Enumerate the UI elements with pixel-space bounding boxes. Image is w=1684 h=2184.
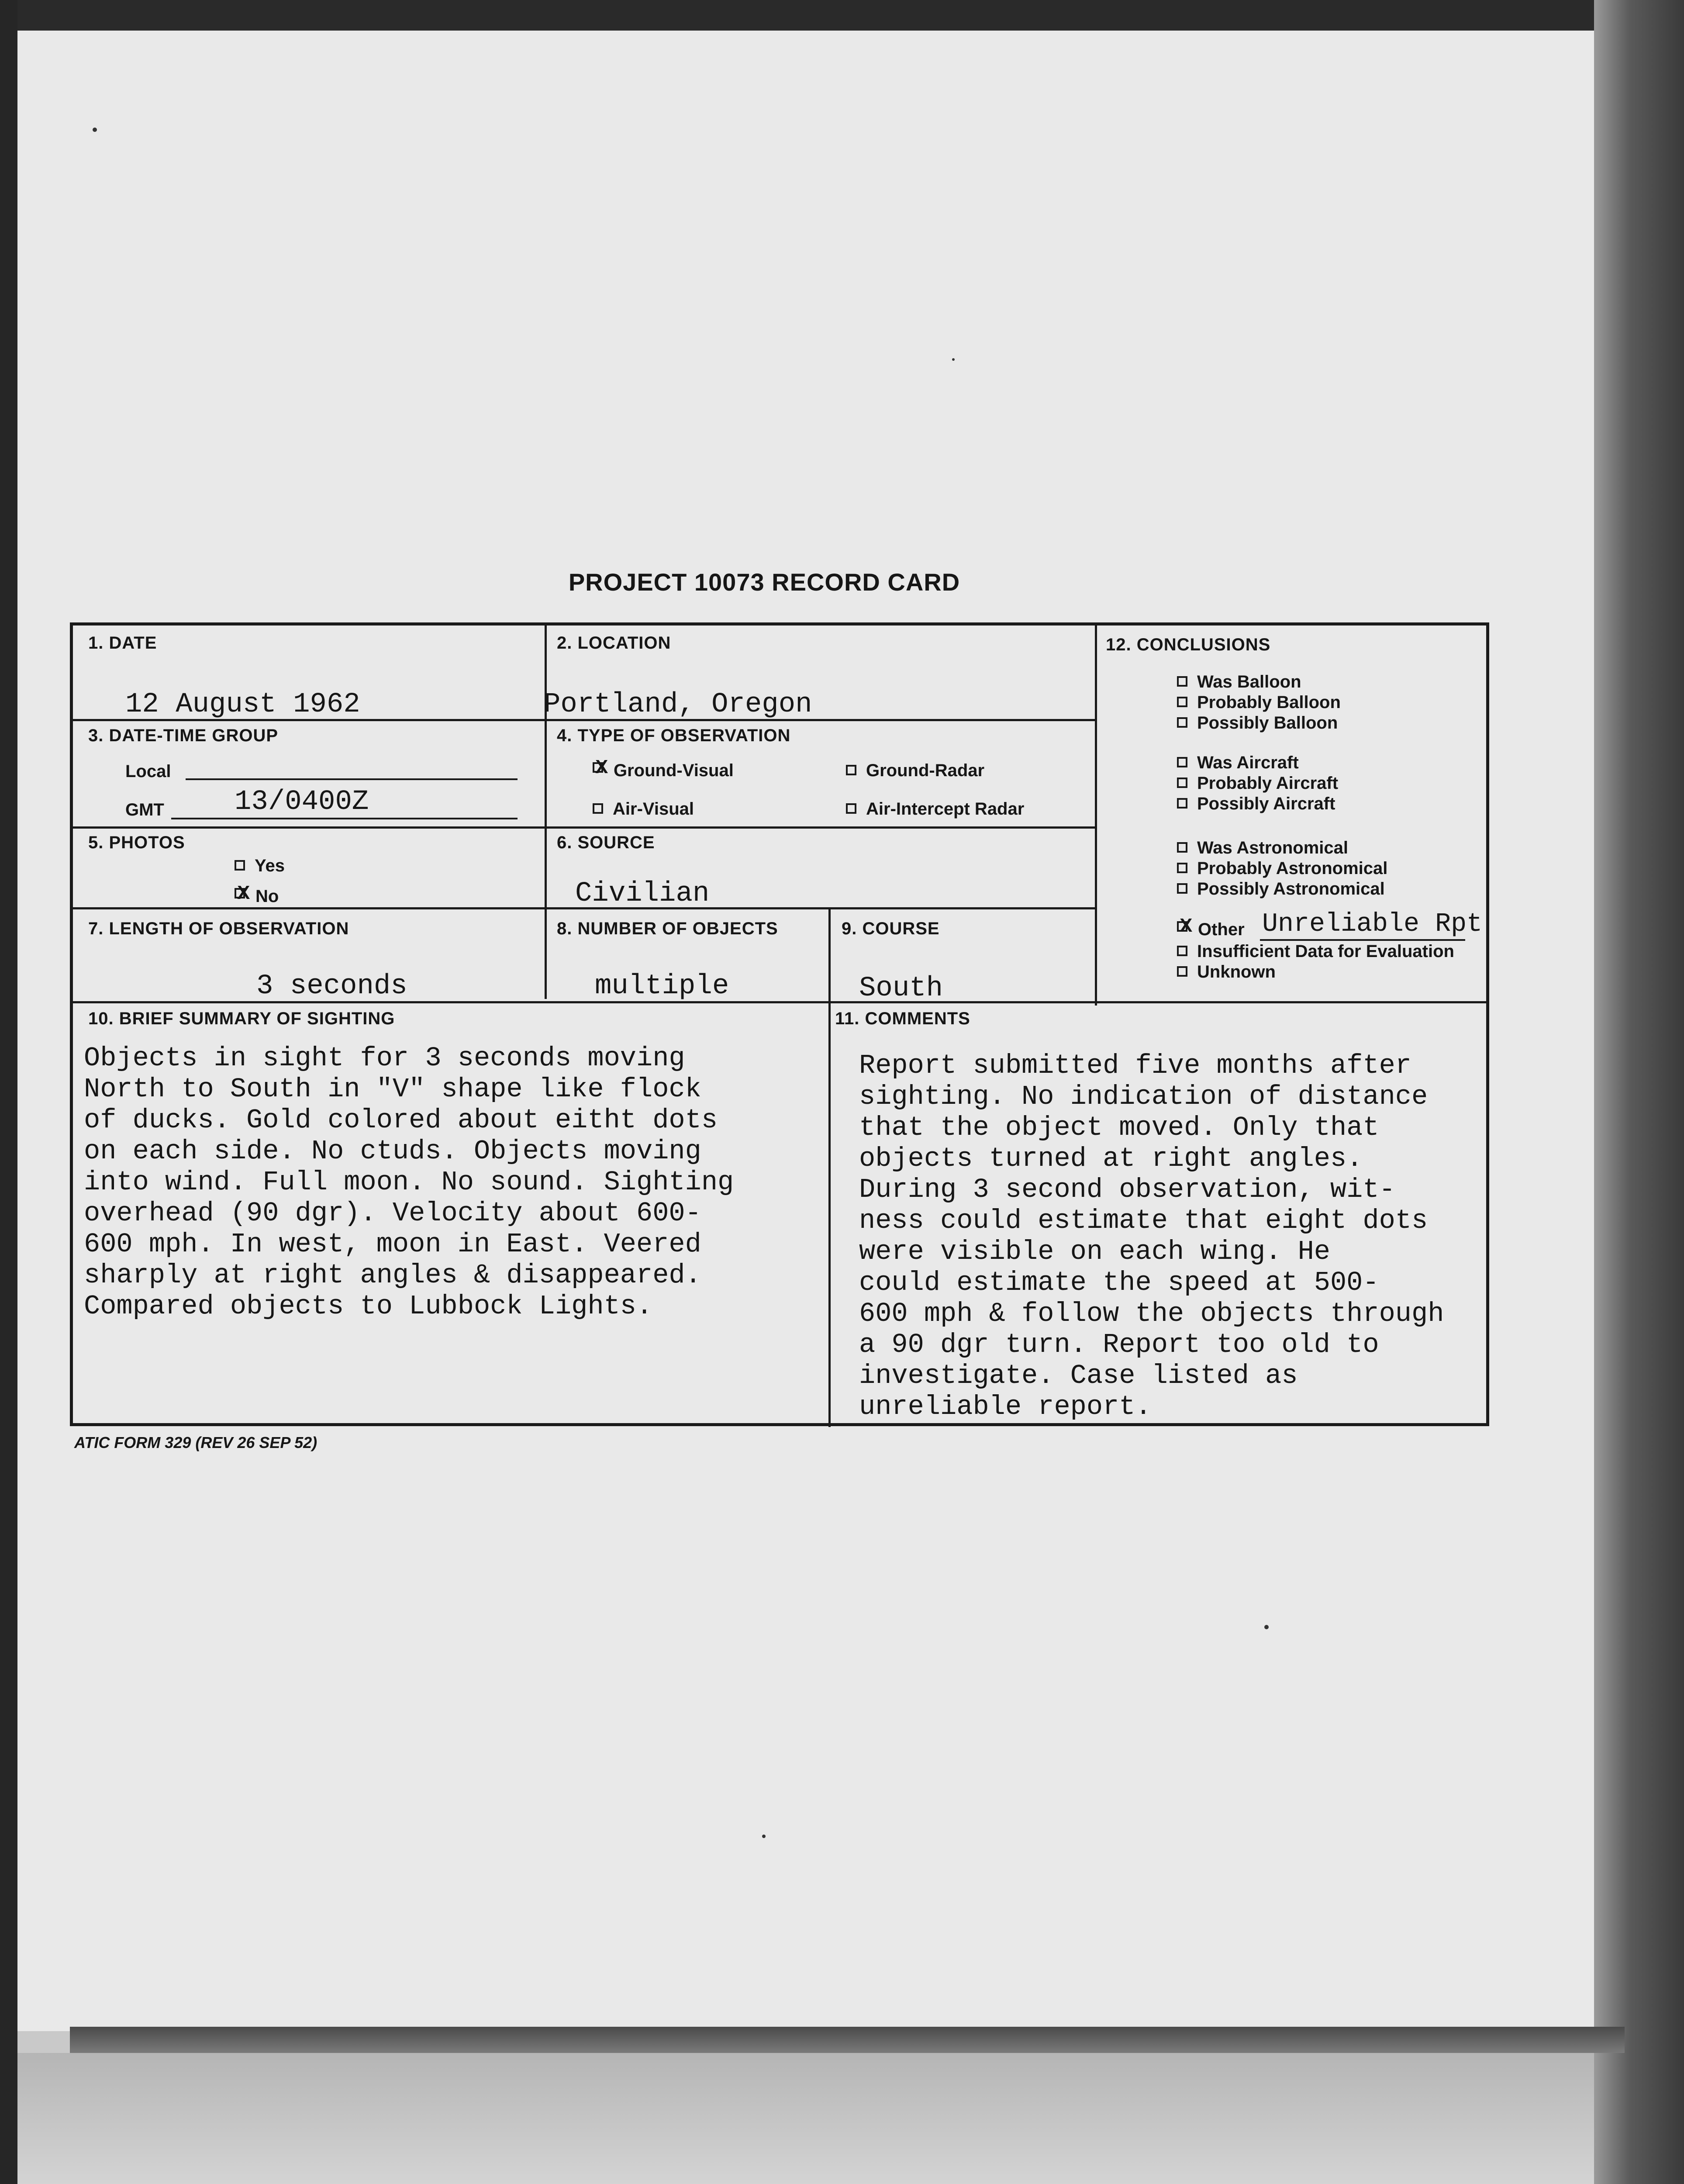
checkbox-icon[interactable] <box>1177 757 1187 767</box>
divider <box>1095 625 1097 1006</box>
conclusion-insufficient-data[interactable]: Insufficient Data for Evaluation <box>1177 941 1454 962</box>
checkbox-icon[interactable] <box>1177 883 1187 894</box>
divider <box>73 826 1095 829</box>
ground-visual-option[interactable]: XGround-Visual <box>593 761 734 781</box>
comments-text <box>859 1050 1444 1422</box>
checkbox-checked-icon[interactable] <box>235 888 249 901</box>
checkbox-icon[interactable] <box>846 765 856 775</box>
scan-speck <box>952 358 955 361</box>
checkbox-icon[interactable] <box>846 803 856 814</box>
summary-label: 10. BRIEF SUMMARY OF SIGHTING <box>88 1009 395 1028</box>
summary-line: on each side. No ctuds. Objects moving <box>84 1136 701 1167</box>
course-value: South <box>859 973 943 1004</box>
summary-line: Objects in sight for 3 seconds moving <box>84 1043 685 1074</box>
location-label: 2. LOCATION <box>557 633 671 653</box>
scan-border-right <box>1594 0 1684 2184</box>
checkbox-icon[interactable] <box>1177 717 1187 728</box>
conclusion-probably-astronomical[interactable]: Probably Astronomical <box>1177 858 1387 879</box>
record-card <box>70 622 1489 1426</box>
source-label: 6. SOURCE <box>557 833 655 852</box>
ground-radar-option[interactable]: Ground-Radar <box>846 761 984 781</box>
comment-line: a 90 dgr turn. Report too old to <box>859 1329 1379 1360</box>
card-title: PROJECT 10073 RECORD CARD <box>568 568 960 596</box>
conclusion-possibly-balloon[interactable]: Possibly Balloon <box>1177 712 1338 733</box>
type-of-observation-label: 4. TYPE OF OBSERVATION <box>557 726 791 745</box>
comment-line: investigate. Case listed as <box>859 1360 1298 1391</box>
checkbox-icon[interactable] <box>1177 842 1187 853</box>
conclusion-other[interactable]: XOther <box>1177 919 1245 940</box>
local-line <box>186 778 518 780</box>
comment-line: sighting. No indication of distance <box>859 1081 1428 1112</box>
local-label: Local <box>125 762 171 781</box>
conclusion-other-value: Unreliable Rpt <box>1262 909 1483 939</box>
photos-yes-option[interactable]: Yes <box>235 856 285 876</box>
summary-line: North to South in "V" shape like flock <box>84 1074 701 1105</box>
comment-line: unreliable report. <box>859 1391 1152 1422</box>
comment-line: Report submitted five months after <box>859 1050 1412 1081</box>
checkbox-icon[interactable] <box>593 803 603 814</box>
comment-line: 600 mph & follow the objects through <box>859 1298 1444 1329</box>
comment-line: objects turned at right angles. <box>859 1143 1363 1174</box>
number-of-objects-label: 8. NUMBER OF OBJECTS <box>557 919 778 938</box>
checkbox-icon[interactable] <box>235 860 245 871</box>
conclusion-was-balloon[interactable]: Was Balloon <box>1177 671 1301 692</box>
comment-line: were visible on each wing. He <box>859 1236 1330 1267</box>
summary-text <box>84 1043 734 1322</box>
date-time-group-label: 3. DATE-TIME GROUP <box>88 726 279 745</box>
conclusion-was-astronomical[interactable]: Was Astronomical <box>1177 837 1348 858</box>
length-of-observation-value: 3 seconds <box>256 971 407 1002</box>
checkbox-icon[interactable] <box>1177 778 1187 788</box>
conclusion-probably-aircraft[interactable]: Probably Aircraft <box>1177 773 1338 794</box>
date-label: 1. DATE <box>88 633 157 653</box>
scanner-bed <box>17 2053 1594 2184</box>
comment-line: ness could estimate that eight dots <box>859 1205 1428 1236</box>
checkbox-icon[interactable] <box>1177 966 1187 977</box>
conclusions-label: 12. CONCLUSIONS <box>1106 635 1271 654</box>
checkbox-checked-icon[interactable] <box>593 762 607 775</box>
checkbox-icon[interactable] <box>1177 863 1187 873</box>
checkbox-icon[interactable] <box>1177 798 1187 809</box>
summary-line: sharply at right angles & disappeared. <box>84 1260 701 1291</box>
date-value: 12 August 1962 <box>125 689 360 720</box>
number-of-objects-value: multiple <box>595 971 729 1002</box>
form-identifier: ATIC FORM 329 (REV 26 SEP 52) <box>74 1434 317 1451</box>
gmt-value: 13/0400Z <box>235 786 369 818</box>
summary-line: overhead (90 dgr). Velocity about 600- <box>84 1198 701 1229</box>
air-intercept-radar-option[interactable]: Air-Intercept Radar <box>846 799 1024 819</box>
length-of-observation-label: 7. LENGTH OF OBSERVATION <box>88 919 349 938</box>
course-label: 9. COURSE <box>842 919 940 938</box>
conclusion-possibly-aircraft[interactable]: Possibly Aircraft <box>1177 793 1335 814</box>
summary-line: 600 mph. In west, moon in East. Veered <box>84 1229 701 1260</box>
conclusion-unknown[interactable]: Unknown <box>1177 961 1276 982</box>
checkbox-icon[interactable] <box>1177 676 1187 687</box>
conclusion-probably-balloon[interactable]: Probably Balloon <box>1177 692 1341 713</box>
checkbox-checked-icon[interactable] <box>1177 921 1192 934</box>
divider <box>545 625 547 999</box>
comment-line: that the object moved. Only that <box>859 1112 1379 1143</box>
air-visual-option[interactable]: Air-Visual <box>593 799 694 819</box>
scan-speck <box>1264 1625 1269 1629</box>
comments-label: 11. COMMENTS <box>835 1009 970 1028</box>
scan-border-left <box>0 0 17 2184</box>
summary-line: into wind. Full moon. No sound. Sighting <box>84 1167 734 1198</box>
source-value: Civilian <box>575 878 710 909</box>
divider <box>828 907 831 1427</box>
photos-label: 5. PHOTOS <box>88 833 185 852</box>
scan-speck <box>93 128 97 132</box>
location-value: Portland, Oregon <box>544 689 812 720</box>
conclusion-possibly-astronomical[interactable]: Possibly Astronomical <box>1177 878 1385 899</box>
conclusion-was-aircraft[interactable]: Was Aircraft <box>1177 752 1299 773</box>
comment-line: During 3 second observation, wit- <box>859 1174 1395 1205</box>
gmt-label: GMT <box>125 800 164 819</box>
summary-line: Compared objects to Lubbock Lights. <box>84 1291 653 1322</box>
comment-line: could estimate the speed at 500- <box>859 1267 1379 1298</box>
checkbox-icon[interactable] <box>1177 946 1187 956</box>
photos-no-option[interactable]: XNo <box>235 887 279 906</box>
scan-border-top <box>0 0 1684 31</box>
gmt-line <box>171 818 518 819</box>
sheet-shadow <box>70 2027 1625 2053</box>
checkbox-icon[interactable] <box>1177 697 1187 707</box>
scan-speck <box>762 1835 766 1838</box>
summary-line: of ducks. Gold colored about eitht dots <box>84 1105 718 1136</box>
